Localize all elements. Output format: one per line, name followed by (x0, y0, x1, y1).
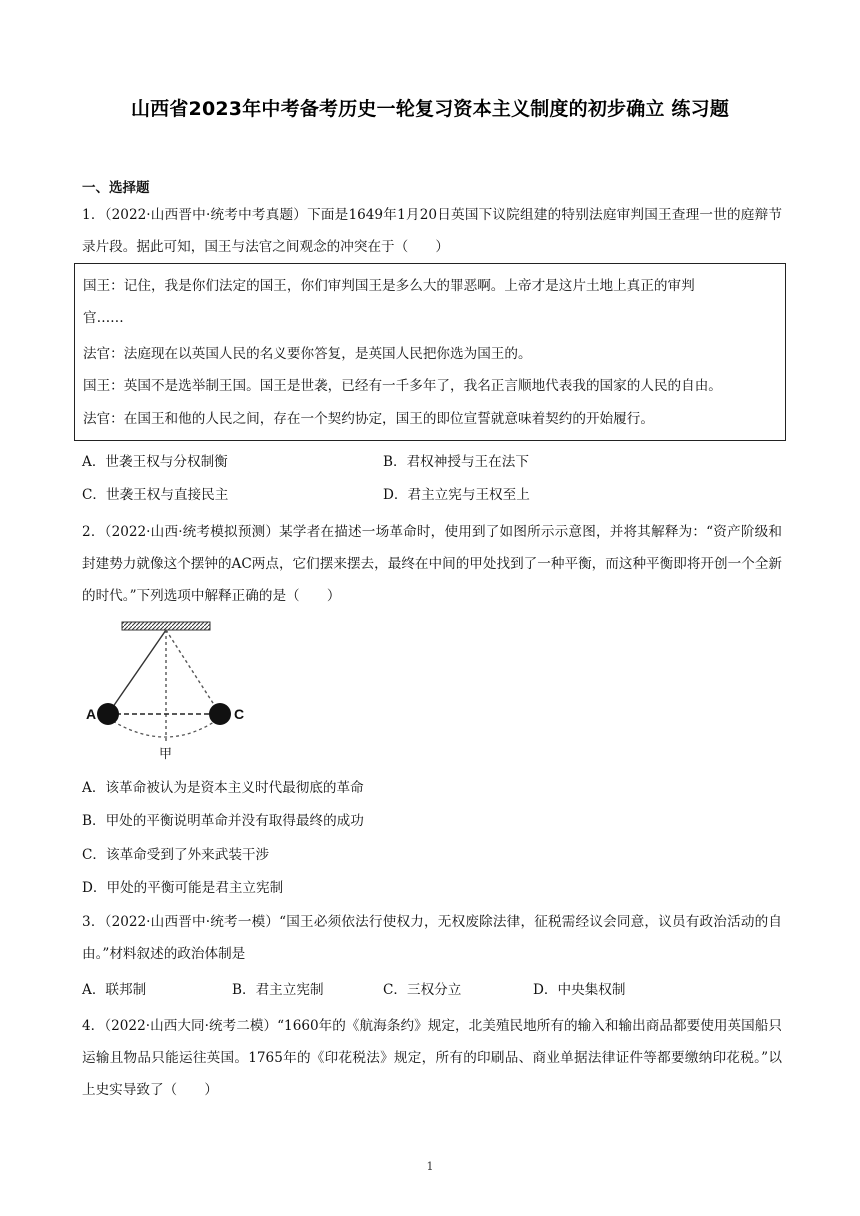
q1-option-d[interactable]: D．君主立宪与王权至上 (383, 487, 530, 503)
bob-c (209, 703, 231, 725)
section-heading: 一、选择题 (82, 180, 150, 196)
pendulum-string-solid (108, 630, 166, 714)
question-4-stem: 4．（2022·山西大同·统考二模）“1660年的《航海条约》规定，北美殖民地所有的输入和输出商品都要使用英国船只运输且物品只能运往英国。1765年的《印花税法》规定，所有的印刷品、商业单据法律证件等都要缴纳印花税。”以上史实导致了（ ） (82, 1018, 782, 1098)
label-mid: 甲 (159, 747, 173, 762)
q1-option-b[interactable]: B．君权神授与王在法下 (383, 454, 529, 470)
bob-a (97, 703, 119, 725)
page-title: 山西省2023年中考备考历史一轮复习资本主义制度的初步确立 练习题 (130, 98, 730, 120)
q3-option-b[interactable]: B．君主立宪制 (232, 982, 324, 998)
q1-option-c[interactable]: C．世袭王权与直接民主 (82, 487, 229, 503)
material-line: 法官：法庭现在以英国人民的名义要你答复，是英国人民把你选为国王的。 (83, 346, 532, 362)
question-2-stem: 2．（2022·山西·统考模拟预测）某学者在描述一场革命时，使用到了如图所示示意图，并将其解释为：“资产阶级和封建势力就像这个摆钟的AC两点，它们摆来摆去，最终在中间的甲处找到了一种平衡，而这种平衡即将开创一个全新的时代。”下列选项中解释正确的是（ ） (82, 524, 782, 604)
q3-option-c[interactable]: C．三权分立 (383, 982, 462, 998)
q2-option-b[interactable]: B．甲处的平衡说明革命并没有取得最终的成功 (82, 813, 364, 829)
q1-option-a[interactable]: A．世袭王权与分权制衡 (82, 454, 228, 470)
pendulum-diagram (84, 618, 254, 768)
material-line: 官…… (83, 310, 124, 326)
material-line: 法官：在国王和他的人民之间，存在一个契约协定，国王的即位宣誓就意味着契约的开始履行。 (83, 411, 654, 427)
question-1-material-box (74, 263, 786, 441)
question-3-stem: 3．（2022·山西晋中·统考一模）“国王必须依法行使权力，无权废除法律，征税需经议会同意，议员有政治活动的自由。”材料叙述的政治体制是 (82, 914, 782, 962)
pendulum-svg (84, 618, 254, 768)
material-line: 国王：记住，我是你们法定的国王，你们审判国王是多么大的罪恶啊。上帝才是这片土地上真正的审判 (83, 278, 695, 294)
q3-option-d[interactable]: D．中央集权制 (533, 982, 626, 998)
ceiling-mount (122, 622, 210, 630)
question-1-stem: 1．（2022·山西晋中·统考中考真题）下面是1649年1月20日英国下议院组建的特别法庭审判国王查理一世的庭辩节录片段。据此可知，国王与法官之间观念的冲突在于（ ） (82, 207, 782, 255)
label-a: A (86, 706, 97, 722)
pendulum-string-dashed (166, 630, 220, 714)
label-c: C (234, 706, 245, 722)
q2-option-a[interactable]: A．该革命被认为是资本主义时代最彻底的革命 (82, 780, 364, 796)
material-line: 国王：英国不是选举制王国。国王是世袭，已经有一千多年了，我名正言顺地代表我的国家的人民的自由。 (83, 378, 722, 394)
q2-option-c[interactable]: C．该革命受到了外来武装干涉 (82, 847, 270, 863)
q2-option-d[interactable]: D．甲处的平衡可能是君主立宪制 (82, 880, 284, 896)
page-number: 1 (426, 1160, 434, 1173)
swing-arc (108, 718, 220, 737)
q3-option-a[interactable]: A．联邦制 (82, 982, 147, 998)
